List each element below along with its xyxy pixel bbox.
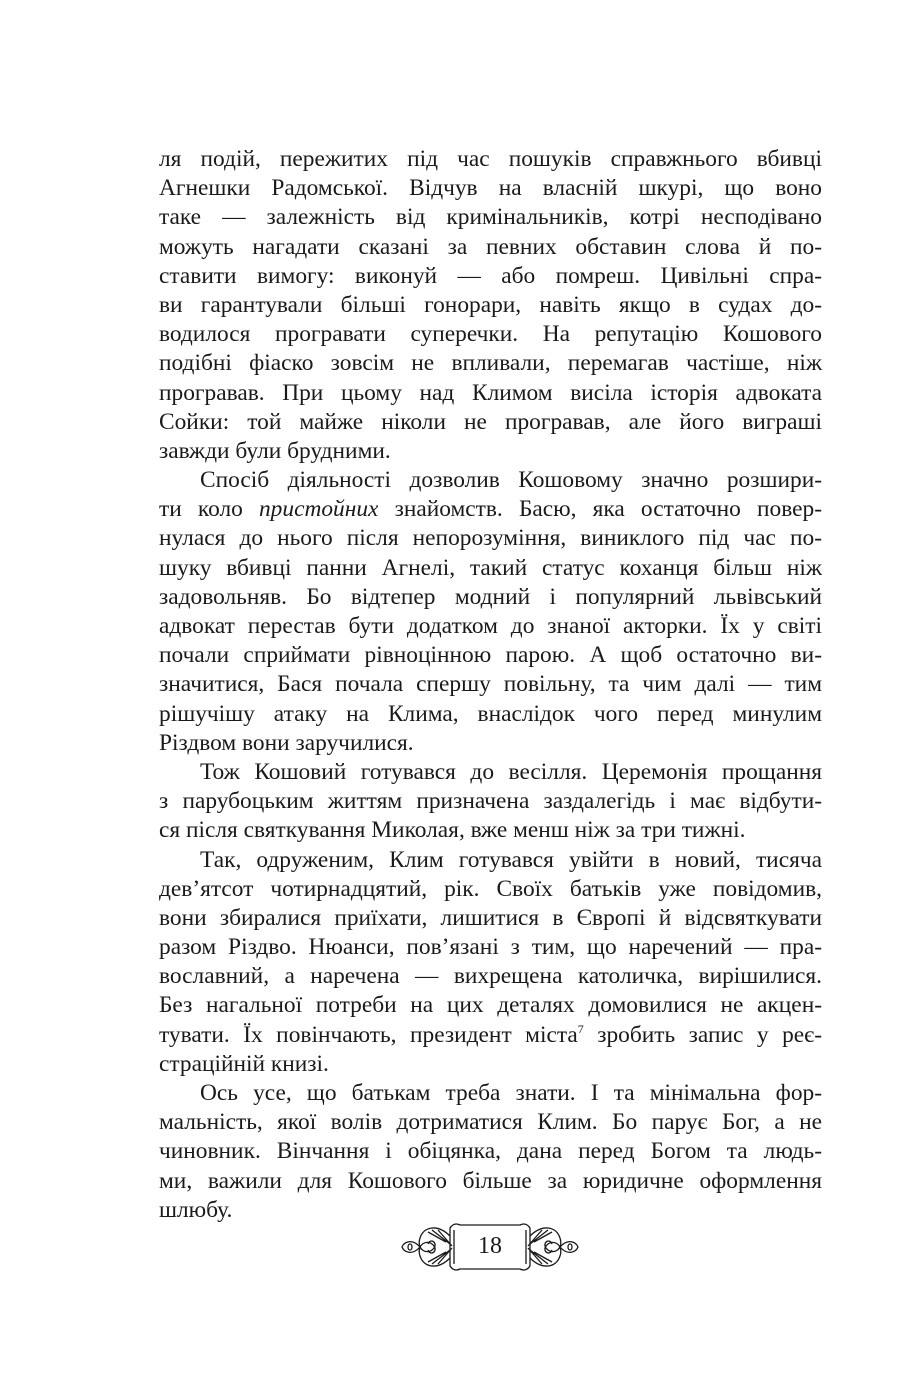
text-run: тувати. Їх повінчають, президент міста [159,1021,578,1048]
text-line: чиновник. Вінчання і обіцянка, дана перед Богом та людь- [159,1138,822,1165]
text-line: Агнешки Радомської. Відчув на власній шкурі, що воно [159,175,822,202]
text-line: Тож Кошовий готувався до весілля. Церемонія прощання [200,758,822,785]
text-line: Так, одруженим, Клим готувався увійти в новий, тисяча [200,846,822,873]
text-line: ви гарантували більші гонорари, навіть якщо в судах до- [159,291,822,318]
text-line: мальність, якої волів дотриматися Клим. Бо парує Бог, а не [159,1109,822,1136]
text-line: з парубоцьким життям призначена заздалегідь і має відбути- [159,788,822,815]
text-run: ти коло [159,496,259,523]
text-line: Різдвом вони заручилися. [159,729,414,756]
text-line: ля подій, пережитих під час пошуків справжнього вбивці [159,146,822,172]
text-line-with-footnote [159,1021,822,1050]
text-line: водилося програвати суперечки. На репутацію Кошового [159,321,822,348]
text-line: шуку вбивці панни Агнелі, такий статус коханця більш ніж [159,554,822,581]
text-line: ставити вимогу: виконуй — або помреш. Цивільні спра- [159,262,822,289]
text-line: рішучішу атаку на Клима, внаслідок чого перед минулим [159,700,822,727]
text-line: задовольняв. Бо відтепер модний і популярний львівський [159,583,822,610]
text-line: разом Різдво. Нюанси, пов’язані з тим, що наречений — пра- [159,934,822,961]
text-line: вони збиралися приїхати, лишитися в Європі й відсвяткувати [159,904,822,931]
text-line: Спосіб діяльності дозволив Кошовому значно розшири- [200,467,822,494]
text-line: значитися, Бася почала спершу повільну, та чим далі — тим [159,671,822,698]
body-text [159,145,822,1225]
text-line: страційній книзі. [159,1050,329,1077]
paragraph-2 [159,466,822,758]
text-line: таке — залежність від кримінальників, котрі несподівано [159,204,822,231]
text-line: вославний, а наречена — вихрещена католичка, вирішилися. [159,963,822,990]
text-line: програвав. При цьому над Климом висіла історія адвоката [159,379,822,406]
page-number: 18 [478,1233,502,1259]
paragraph-5 [159,1079,822,1225]
text-line: Ось усе, що батькам треба знати. І та мінімальна фор- [200,1080,822,1106]
paragraph-1 [159,145,822,466]
text-line: ся після святкування Миколая, вже менш ніж за три тижні. [159,817,746,844]
text-line: шлюбу. [159,1196,233,1223]
text-line: почали сприймати рівноцінною парою. А щоб остаточно ви- [159,642,822,669]
text-line-with-italic [159,495,822,524]
text-line: подібні фіаско зовсім не впливали, перемагав частіше, ніж [159,350,822,377]
text-run: знайомств. Басю, яка остаточно повер- [378,496,822,523]
text-line: адвокат перестав бути додатком до знаної акторки. Їх у світі [159,613,822,639]
text-line: дев’ятсот чотирнадцятий, рік. Своїх батьків уже повідомив, [159,875,822,902]
italic-word: пристойних [258,496,379,523]
paragraph-4 [159,846,822,1080]
text-line: завжди були брудними. [159,437,391,464]
text-line: Сойки: той майже ніколи не програвав, але його виграші [159,408,822,435]
text-line: Без нагальної потреби на цих деталях домовилися не акцен- [159,992,822,1019]
text-line: можуть нагадати сказані за певних обставин слова й по- [159,233,822,260]
text-line: нулася до нього після непорозуміння, виниклого під час по- [159,525,822,552]
text-line: ми, важили для Кошового більше за юридичне оформлення [159,1167,822,1194]
footnote-reference[interactable]: 7 [577,1021,584,1036]
text-run: зробить запис у реє- [583,1021,822,1048]
paragraph-3 [159,758,822,846]
page-footer [398,1216,582,1278]
